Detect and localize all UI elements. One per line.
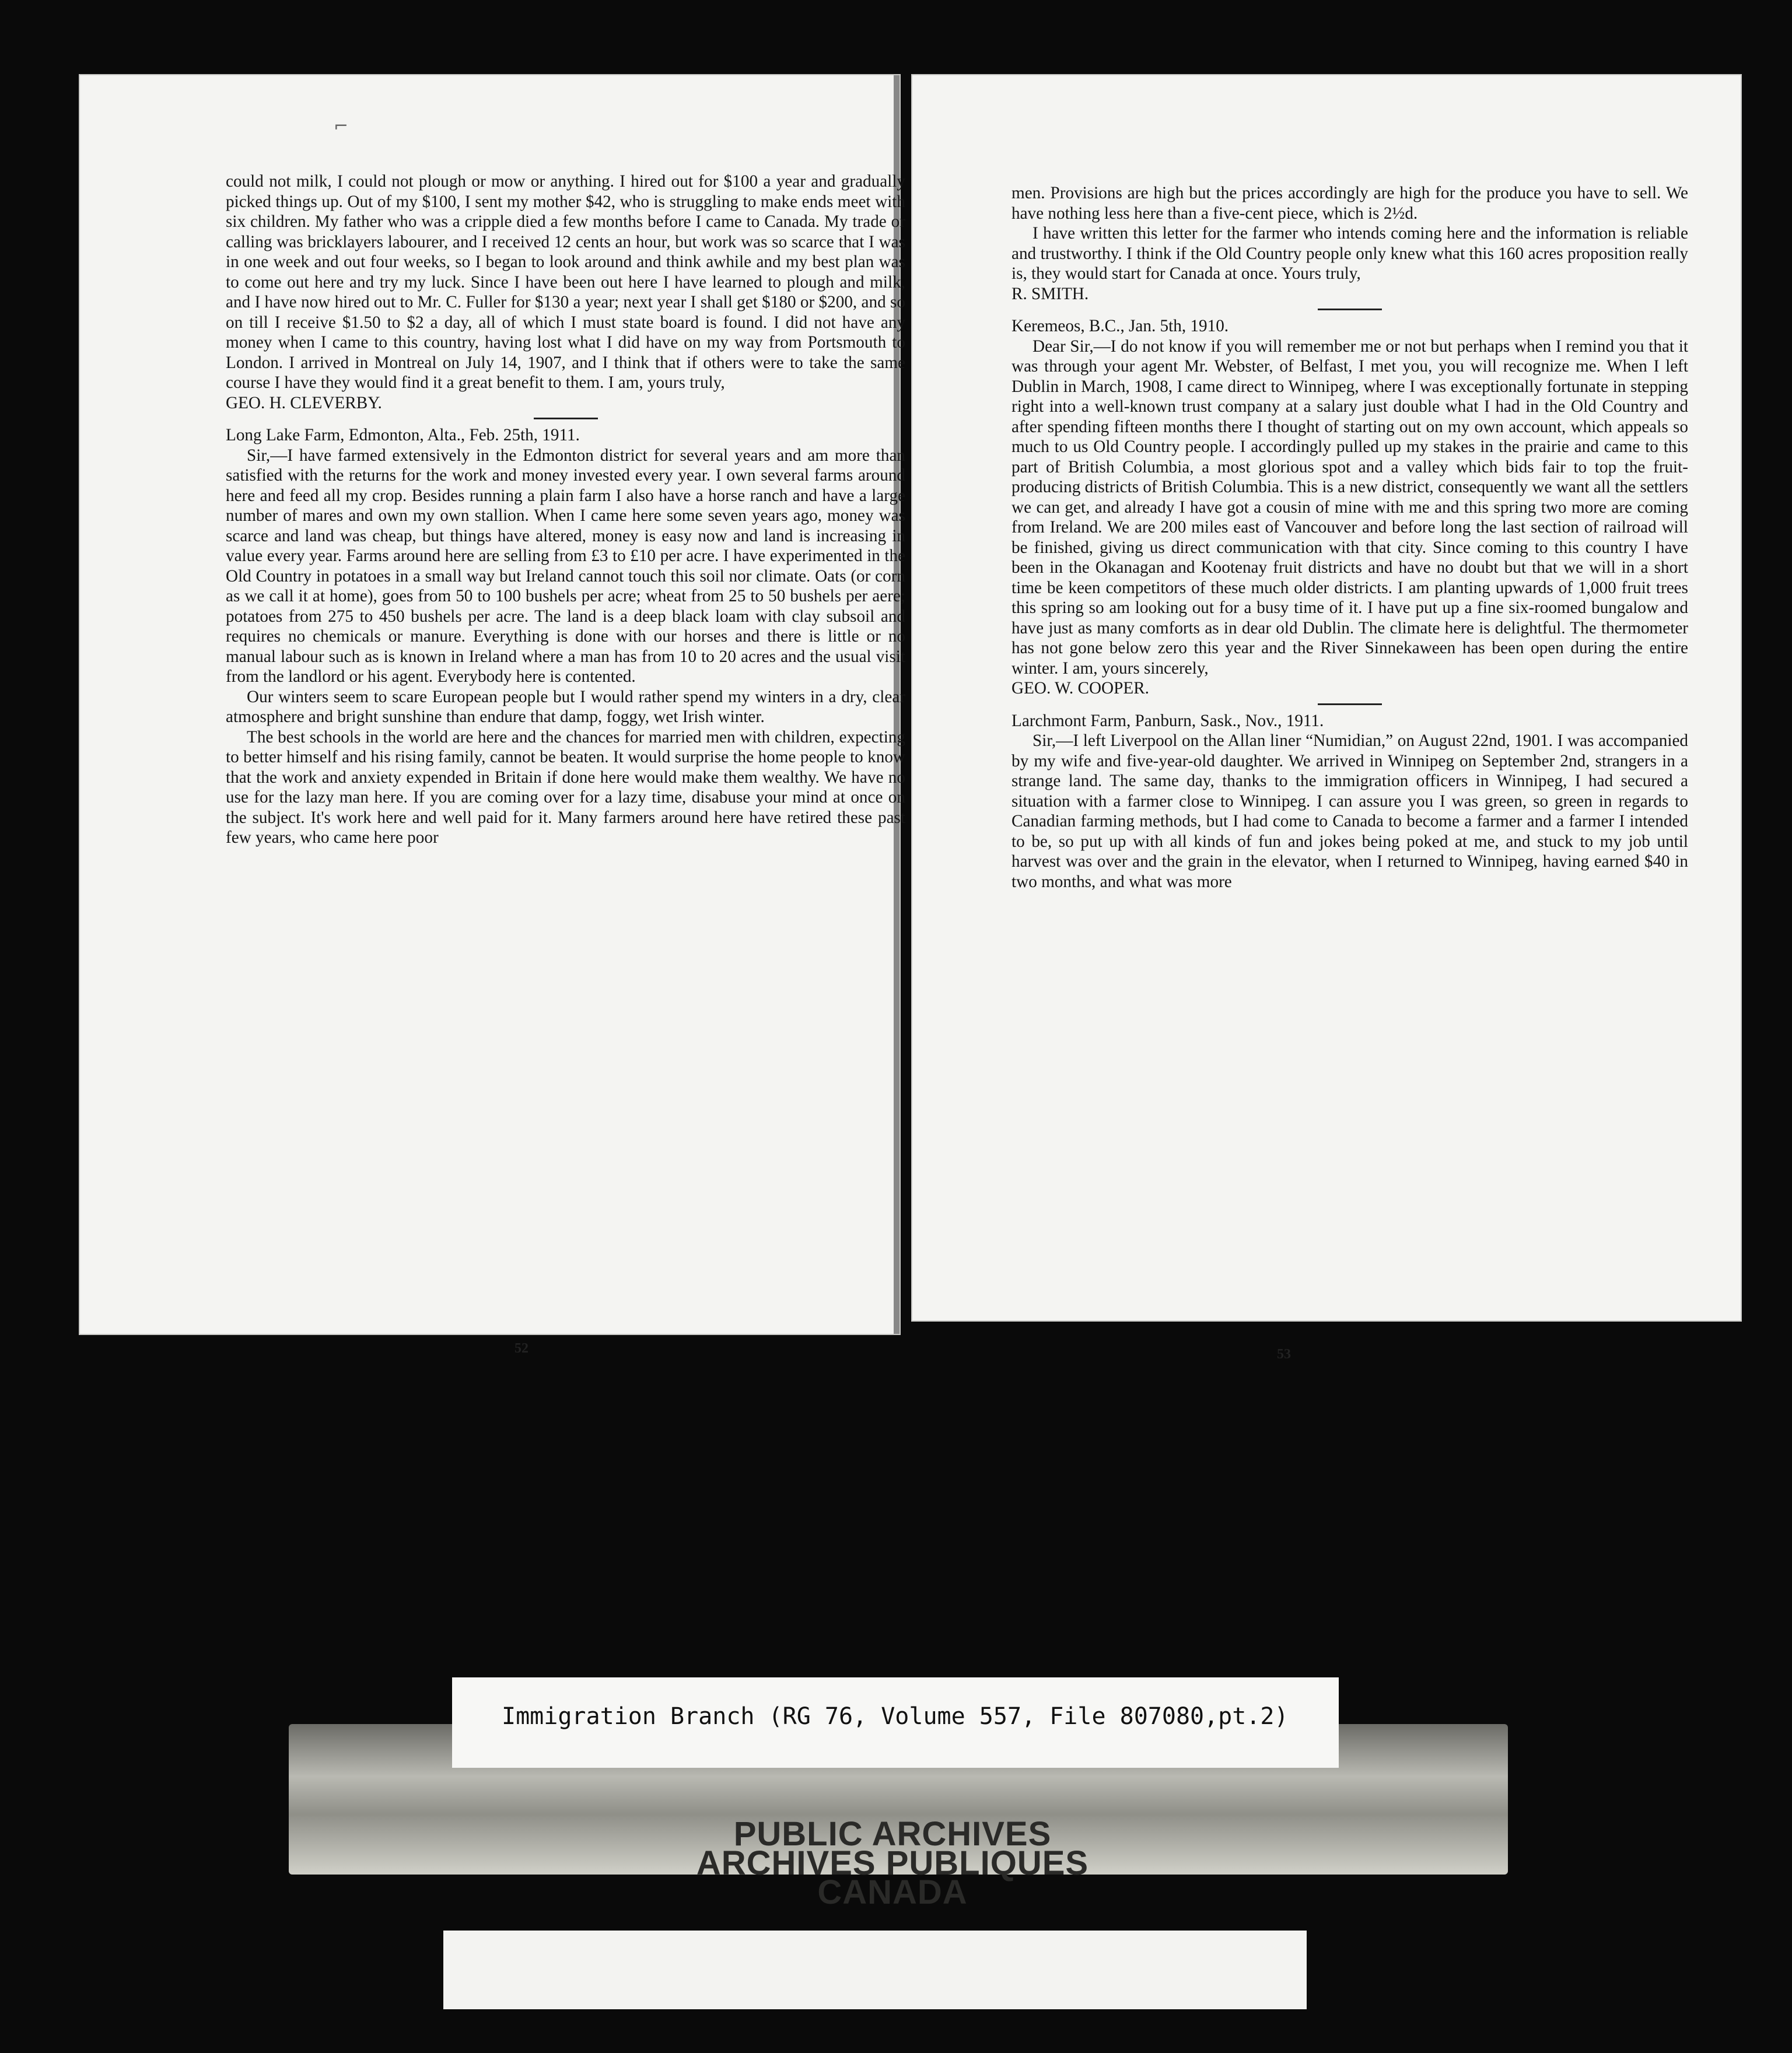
archive-reference: Immigration Branch (RG 76, Volume 557, File 807080,pt.2) — [502, 1703, 1289, 1730]
bottom-paper-strip — [443, 1931, 1307, 2009]
divider — [1318, 703, 1382, 705]
pencil-mark: ⌐ — [334, 116, 349, 136]
right-page — [911, 74, 1742, 1362]
letter-paragraph: I have written this letter for the farmer who intends coming here and the information is reliable and trustworthy. I think if the Old Country people only knew what this 160 acres proposition really is, they would start for Canada at once. Yours truly, — [1012, 224, 1688, 283]
stamp-line: PUBLIC ARCHIVES — [733, 1815, 1052, 1853]
dateline: Larchmont Farm, Panburn, Sask., Nov., 1911. — [1012, 711, 1324, 730]
divider — [534, 418, 598, 419]
right-page-text — [1012, 183, 1688, 892]
dateline: Keremeos, B.C., Jan. 5th, 1910. — [1012, 317, 1229, 335]
letter-paragraph: Sir,—I have farmed extensively in the Edmonton district for several years and am more than satisfied with the returns for the work and money invested every year. I own several farms around here and feed all my crop. Besides running a plain farm I also have a horse ranch and have a large number of mares and own my own stallion. When I came here some seven years ago, money was scarce and land was cheap, but things have altered, money is easy now and land is increasing in value every year. Farms around here are selling from £3 to £10 per acre. I have experimented in the Old Country in potatoes in a small way but Ireland cannot touch this soil nor climate. Oats (or corn as we call it at home), goes from 50 to 100 bushels per acre; wheat from 25 to 50 bushels per aere; potatoes from 275 to 450 bushels per acre. The land is a deep black loam with clay subsoil and requires no chemicals or manure. Everything is done with our horses and there is little or no manual labour such as is known in Ireland where a man has from 10 to 20 acres and the usual visit from the landlord or his agent. Everybody here is contented. — [226, 446, 905, 686]
letter-paragraph: could not milk, I could not plough or mow or anything. I hired out for $100 a year and gradually picked things up. Out of my $100, I sent my mother $42, who is struggling to make ends meet with six children. My father who was a cripple died a few months before I came to Canada. My trade or calling was bricklayers labourer, and I received 12 cents an hour, but work was so scarce that I was in one week and out four weeks, so I began to look around and think awhile and my best plan was to come out here and try my luck. Since I have been out here I have learned to plough and milk, and I have now hired out to Mr. C. Fuller for $130 a year; next year I shall get $180 or $200, and so on till I receive $1.50 to $2 a day, all of which I must state board is found. I did not have any money when I came to this country, having lost what I did have on my way from Portsmouth to London. I arrived in Montreal on July 14, 1907, and I think that if others were to take the same course I have they would find it a great benefit to them. I am, yours truly, — [226, 172, 905, 392]
stamp-line: ARCHIVES PUBLIQUES — [696, 1844, 1089, 1882]
page-number: 53 — [1277, 1347, 1291, 1362]
letter-paragraph: Our winters seem to scare European people but I would rather spend my winters in a dry, clear atmosphere and bright sunshine than endure that damp, foggy, wet Irish winter. — [226, 687, 905, 726]
dateline: Long Lake Farm, Edmonton, Alta., Feb. 25th, 1911. — [226, 426, 580, 444]
letter-paragraph: men. Provisions are high but the prices accordingly are high for the produce you have to sell. We have nothing less here than a five-cent piece, which is 2½d. — [1012, 184, 1688, 223]
stamp-line: CANADA — [817, 1873, 968, 1911]
divider — [1318, 309, 1382, 310]
left-page-text — [226, 171, 905, 848]
letter-paragraph: Sir,—I left Liverpool on the Allan liner “Numidian,” on August 22nd, 1901. I was accompanied by my wife and five-year-old daughter. We arrived in Winnipeg on September 2nd, strangers in a strange land. The same day, thanks to the immigration officers in Winnipeg, I had secured a situation with a farmer close to Winnipeg. I can assure you I was green, so green in regards to Canadian farming methods, but I had come to Canada to become a farmer and a farmer I intended to be, so put up with all kinds of fun and jokes being poked at me, and stuck to my job until harvest was over and the grain in the elevator, when I returned to Winnipeg, having earned $40 in two months, and what was more — [1012, 731, 1688, 891]
page-number: 52 — [514, 1341, 528, 1356]
letter-paragraph: The best schools in the world are here and the chances for married men with children, expecting to better himself and his rising family, cannot be beaten. It would surprise the home people to know that the work and anxiety expended in Britain if done here would make them wealthy. We have no use for the lazy man here. If you are coming over for a lazy time, disabuse your mind at once on the subject. It's work here and well paid for it. Many farmers around here have retired these past few years, who came here poor — [226, 727, 905, 847]
signature: GEO. H. CLEVERBY. — [226, 393, 382, 412]
archives-stamp — [659, 1815, 1126, 1911]
letter-paragraph: Dear Sir,—I do not know if you will remember me or not but perhaps when I remind you that it was through your agent Mr. Webster, of Belfast, I met you, you will recognize me. When I left Dublin in March, 1908, I came direct to Winnipeg, where I was exceptionally fortunate in stepping right into a well-known trust company at a salary just double what I had in the Old Country and after spending fifteen months there I thought of starting out on my own account, which appeals so much to us Old Country people. I accordingly pulled up my stakes in the prairie and came to this part of British Columbia, a most glorious spot and a valley which bids fair to top the fruit-producing districts of British Columbia. This is a new district, consequently we want all the settlers we can get, and already I have got a cousin of mine with me and this spring two more are coming from Ireland. We are 200 miles east of Vancouver and before long the last section of railroad will be finished, giving us direct communication with that city. Since coming to this country I have been in the Okanagan and Kootenay fruit districts and have no doubt but that we will in a short time be keen competitors of these much older districts. I am planting upwards of 1,000 fruit trees this spring so am looking out for a busy time of it. I have put up a fine six-roomed bungalow and have just as many comforts as in dear old Dublin. The climate here is delightful. The thermometer has not gone below zero this year and the River Sinnekaween has been open during the entire winter. I am, yours sincerely, — [1012, 337, 1688, 678]
left-page — [79, 74, 905, 1356]
signature: GEO. W. COOPER. — [1012, 679, 1149, 698]
signature: R. SMITH. — [1012, 284, 1089, 303]
